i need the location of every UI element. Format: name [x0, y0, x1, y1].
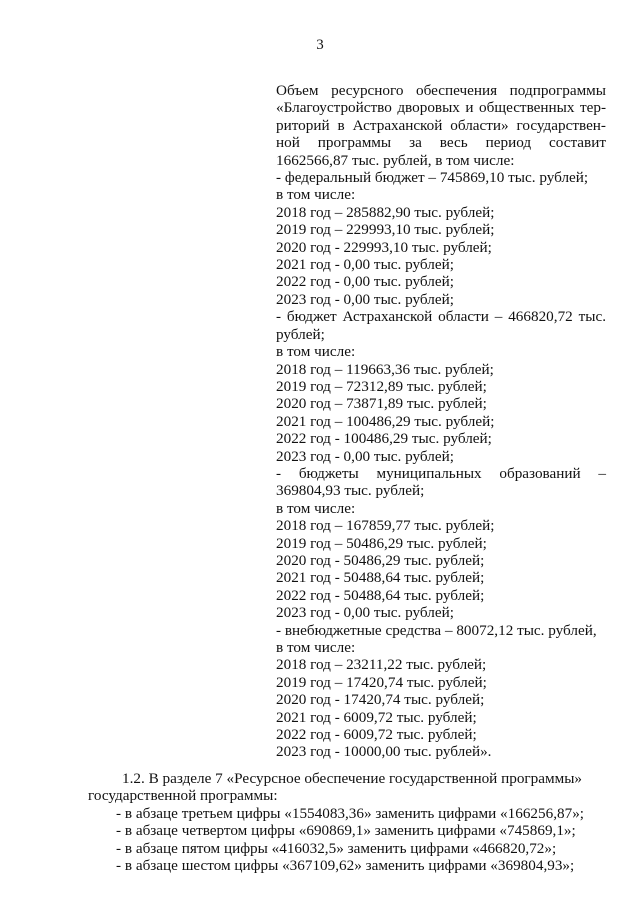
- page-number: 3: [316, 37, 324, 53]
- text-line: 2022 год - 6009,72 тыс. рублей;: [276, 726, 477, 744]
- text-line: 2021 год - 6009,72 тыс. рублей;: [276, 708, 477, 726]
- amendment-item: - в абзаце третьем цифры «1554083,36» заменить цифрами «166256,87»;: [116, 804, 585, 822]
- text-line: - внебюджетные средства – 80072,12 тыс. рублей,: [276, 621, 597, 639]
- text-line: 2021 год - 0,00 тыс. рублей;: [276, 256, 454, 274]
- text-line: риторий в Астраханской области» государствен-: [276, 116, 606, 134]
- amendment-heading-continuation: государственной программы:: [88, 787, 278, 805]
- text-line: 2020 год – 73871,89 тыс. рублей;: [276, 395, 487, 413]
- text-line: - бюджет Астраханской области – 466820,72 тыс.: [276, 308, 606, 326]
- text-line: 2023 год - 0,00 тыс. рублей;: [276, 447, 454, 465]
- text-line: 2023 год - 10000,00 тыс. рублей».: [276, 743, 492, 761]
- text-line: 369804,93 тыс. рублей;: [276, 482, 425, 500]
- text-line: 2019 год – 17420,74 тыс. рублей;: [276, 673, 487, 691]
- text-line: 2019 год – 72312,89 тыс. рублей;: [276, 377, 487, 395]
- text-line: в том числе:: [276, 639, 356, 656]
- amendment-section: [88, 770, 608, 874]
- funding-text-block: [276, 82, 606, 761]
- amendment-item: - в абзаце четвертом цифры «690869,1» заменить цифрами «745869,1»;: [116, 822, 576, 840]
- text-line: - федеральный бюджет – 745869,10 тыс. рублей;: [276, 169, 589, 187]
- text-line: в том числе:: [276, 186, 356, 204]
- text-line: 2022 год - 0,00 тыс. рублей;: [276, 273, 454, 291]
- text-line: 2019 год – 50486,29 тыс. рублей;: [276, 534, 487, 552]
- text-line: ной программы за весь период составит: [276, 134, 606, 152]
- text-line: 2023 год - 0,00 тыс. рублей;: [276, 604, 454, 622]
- text-line: 2020 год - 229993,10 тыс. рублей;: [276, 238, 492, 256]
- text-line: Объем ресурсного обеспечения подпрограммы: [276, 82, 606, 99]
- amendment-item: - в абзаце шестом цифры «367109,62» заменить цифрами «369804,93»;: [116, 857, 575, 875]
- text-line: 2021 год - 50488,64 тыс. рублей;: [276, 569, 485, 587]
- text-line: 2021 год – 100486,29 тыс. рублей;: [276, 412, 495, 430]
- amendment-heading: 1.2. В разделе 7 «Ресурсное обеспечение государственной программы»: [122, 770, 582, 787]
- text-line: 2018 год – 167859,77 тыс. рублей;: [276, 517, 495, 535]
- text-line: в том числе:: [276, 343, 356, 361]
- text-line: «Благоустройство дворовых и общественных тер-: [276, 99, 606, 117]
- text-line: 1662566,87 тыс. рублей, в том числе:: [276, 151, 515, 169]
- text-line: 2022 год - 100486,29 тыс. рублей;: [276, 430, 492, 448]
- text-line: 2018 год – 23211,22 тыс. рублей;: [276, 656, 487, 674]
- text-line: 2020 год - 50486,29 тыс. рублей;: [276, 551, 485, 569]
- text-line: рублей;: [276, 325, 325, 343]
- text-line: в том числе:: [276, 499, 356, 517]
- text-line: 2023 год - 0,00 тыс. рублей;: [276, 290, 454, 308]
- text-line: 2018 год – 119663,36 тыс. рублей;: [276, 360, 494, 378]
- text-line: 2019 год – 229993,10 тыс. рублей;: [276, 221, 495, 239]
- text-line: 2020 год - 17420,74 тыс. рублей;: [276, 691, 485, 709]
- amendment-item: - в абзаце пятом цифры «416032,5» заменить цифрами «466820,72»;: [116, 839, 557, 857]
- text-line: 2018 год – 285882,90 тыс. рублей;: [276, 203, 495, 221]
- text-line: - бюджеты муниципальных образований –: [276, 464, 606, 482]
- text-line: 2022 год - 50488,64 тыс. рублей;: [276, 586, 485, 604]
